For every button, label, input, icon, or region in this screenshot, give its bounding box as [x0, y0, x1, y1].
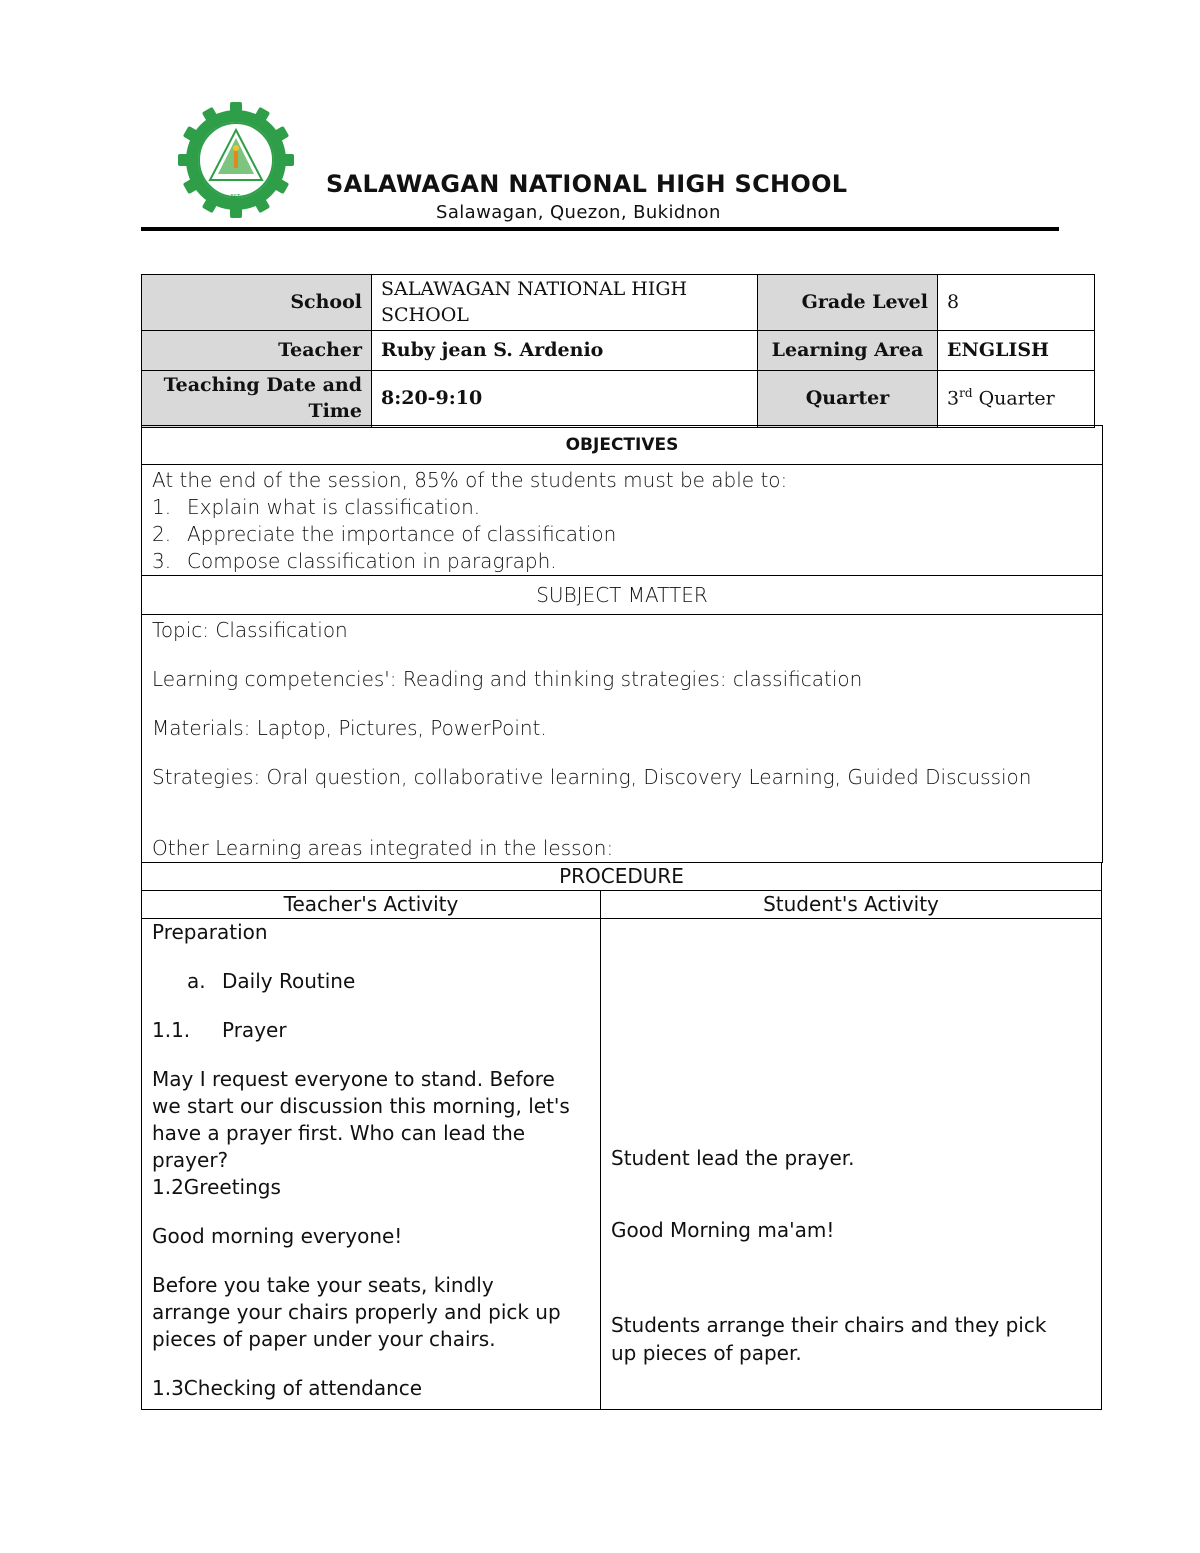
- daily-routine-item: [152, 968, 590, 995]
- objectives-subject-table: [141, 425, 1103, 863]
- objectives-intro: At the end of the session, 85% of the students must be able to:: [152, 468, 788, 492]
- quarter-word: Quarter: [978, 387, 1055, 410]
- seats-instruction-line: pieces of paper under your chairs.: [152, 1327, 496, 1351]
- objective-text: Explain what is classification.: [187, 495, 481, 519]
- greetings-text: 1.2Greetings: [152, 1175, 281, 1199]
- school-value: SALAWAGAN NATIONAL HIGH SCHOOL: [372, 275, 758, 331]
- teaching-date-value: 8:20-9:10: [372, 371, 758, 427]
- objective-item: [152, 521, 1092, 548]
- topic-text: Topic: Classification: [152, 618, 348, 642]
- quarter-suffix: rd: [959, 386, 973, 401]
- objective-text: Compose classification in paragraph.: [187, 549, 557, 573]
- attendance-text: 1.3Checking of attendance: [152, 1376, 423, 1400]
- prayer-number: 1.1.: [152, 1018, 191, 1042]
- prayer-text: Prayer: [222, 1018, 287, 1042]
- teacher-value: Ruby jean S. Ardenio: [372, 331, 758, 371]
- quarter-value: [938, 371, 1095, 427]
- greeting-response: Good Morning ma'am!: [611, 1218, 835, 1242]
- objective-number: 3.: [152, 549, 172, 573]
- chairs-response-line: Students arrange their chairs and they pick: [611, 1313, 1047, 1337]
- objective-text: Appreciate the importance of classification: [187, 522, 617, 546]
- procedure-table: [141, 862, 1102, 1410]
- procedure-heading: PROCEDURE: [142, 863, 1102, 891]
- daily-routine-text: Daily Routine: [222, 969, 356, 993]
- prayer-request-line: have a prayer first. Who can lead the: [152, 1121, 526, 1145]
- strategies-text: Strategies: Oral question, collaborative learning, Discovery Learning, Guided Discussion: [152, 765, 1032, 789]
- objective-number: 1.: [152, 495, 172, 519]
- materials-text: Materials: Laptop, Pictures, PowerPoint.: [152, 716, 547, 740]
- student-activity-heading: Student's Activity: [601, 891, 1102, 919]
- seats-instruction-line: arrange your chairs properly and pick up: [152, 1300, 561, 1324]
- school-logo: [178, 102, 294, 218]
- quarter-label: Quarter: [758, 371, 938, 427]
- seats-instruction-line: Before you take your seats, kindly: [152, 1273, 494, 1297]
- good-morning-text: Good morning everyone!: [152, 1224, 403, 1248]
- daily-routine-letter: a.: [187, 969, 206, 993]
- objectives-list: [152, 494, 1092, 575]
- teacher-activity-heading: Teacher's Activity: [142, 891, 601, 919]
- objectives-heading: OBJECTIVES: [142, 426, 1103, 465]
- objectives-cell: [142, 465, 1103, 576]
- prayer-response: Student lead the prayer.: [611, 1146, 855, 1170]
- prayer-request-line: May I request everyone to stand. Before: [152, 1067, 555, 1091]
- learning-area-label: Learning Area: [758, 331, 938, 371]
- school-address: Salawagan, Quezon, Bukidnon: [436, 202, 721, 223]
- other-areas-text: Other Learning areas integrated in the lesson:: [152, 836, 614, 860]
- quarter-number: 3: [947, 387, 960, 410]
- school-name: SALAWAGAN NATIONAL HIGH SCHOOL: [326, 170, 848, 198]
- teaching-date-label: Teaching Date and Time: [142, 371, 372, 427]
- objective-item: [152, 494, 1092, 521]
- chairs-response-line: up pieces of paper.: [611, 1341, 802, 1365]
- student-activity-cell: [601, 919, 1102, 1410]
- teacher-activity-cell: [142, 919, 601, 1410]
- prayer-item: [152, 1017, 590, 1044]
- grade-level-value: 8: [938, 275, 1095, 331]
- header-rule: [141, 227, 1059, 231]
- preparation-text: Preparation: [152, 920, 268, 944]
- lesson-info-table: [141, 274, 1095, 428]
- objective-item: [152, 548, 1092, 575]
- prayer-request-line: prayer?: [152, 1148, 229, 1172]
- learning-area-value: ENGLISH: [938, 331, 1095, 371]
- teacher-label: Teacher: [142, 331, 372, 371]
- objective-number: 2.: [152, 522, 172, 546]
- subject-matter-heading: SUBJECT MATTER: [142, 576, 1103, 615]
- competencies-text: Learning competencies': Reading and thinking strategies: classification: [152, 667, 863, 691]
- prayer-request-line: we start our discussion this morning, let's: [152, 1094, 570, 1118]
- school-label: School: [142, 275, 372, 331]
- subject-matter-cell: [142, 615, 1103, 863]
- grade-level-label: Grade Level: [758, 275, 938, 331]
- svg-text:EST.: EST.: [230, 194, 242, 200]
